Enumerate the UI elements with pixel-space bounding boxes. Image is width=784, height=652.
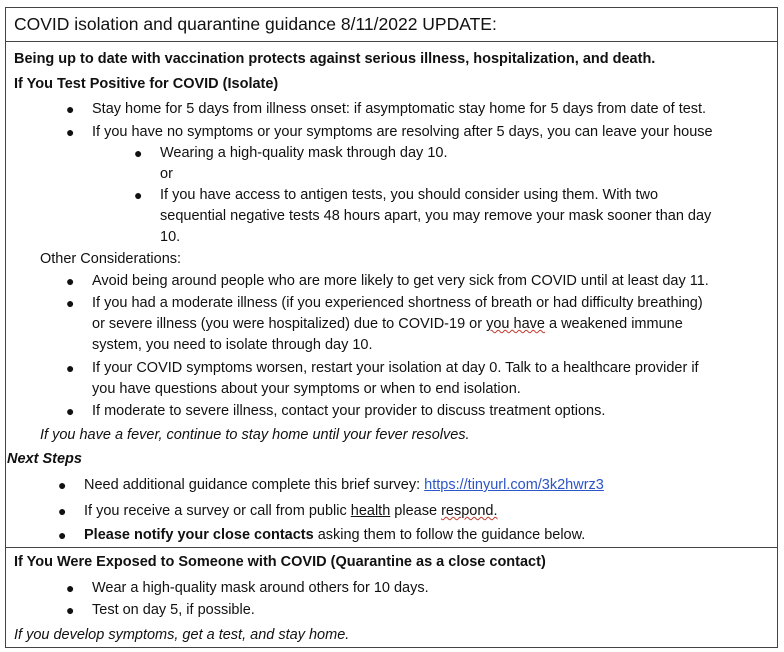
page-title: COVID isolation and quarantine guidance 8/11/2022 UPDATE: (6, 8, 777, 42)
bullet-icon: ● (58, 527, 67, 543)
text-segment: you have (486, 316, 545, 332)
bullet-icon: ● (66, 602, 75, 618)
text-segment: asking them to follow the guidance below. (313, 527, 586, 543)
exposed-heading: If You Were Exposed to Someone with COVID (Quarantine as a close contact) (14, 554, 546, 570)
list-item (84, 475, 604, 495)
list-item: If moderate to severe illness, contact your provider to discuss treatment options. (92, 403, 606, 419)
bullet-icon: ● (66, 360, 75, 376)
text-segment: a weakened immune (544, 316, 683, 332)
quarantine-section (6, 548, 777, 647)
list-item: If you had a moderate illness (if you experienced shortness of breath or had difficulty breathing) (92, 295, 703, 311)
bullet-icon: ● (66, 101, 75, 117)
survey-link[interactable]: https://tinyurl.com/3k2hwrz3 (424, 477, 604, 493)
symptoms-note: If you develop symptoms, get a test, and stay home. (14, 627, 350, 643)
text-segment: health (350, 503, 391, 519)
sub-list-item-line: 10. (160, 229, 181, 245)
list-item-line: you have questions about your symptoms or when to end isolation. (92, 381, 521, 397)
text-segment: Please notify your close contacts (84, 527, 314, 543)
bullet-icon: ● (66, 403, 75, 419)
fever-note: If you have a fever, continue to stay home until your fever resolves. (40, 427, 470, 443)
or-text: or (160, 166, 173, 182)
list-item: Stay home for 5 days from illness onset: if asymptomatic stay home for 5 days from date of test. (92, 101, 707, 117)
list-item: If your COVID symptoms worsen, restart your isolation at day 0. Talk to a healthcare provider if (92, 360, 699, 376)
other-considerations-heading: Other Considerations: (40, 251, 182, 267)
positive-heading: If You Test Positive for COVID (Isolate) (14, 76, 279, 92)
list-item: Test on day 5, if possible. (92, 602, 255, 618)
bullet-icon: ● (66, 124, 75, 140)
list-item (84, 525, 585, 545)
bullet-icon: ● (66, 295, 75, 311)
list-item (84, 501, 498, 521)
sub-list-item-line: sequential negative tests 48 hours apart, you may remove your mask sooner than day (160, 208, 712, 224)
next-steps-heading: Next Steps (7, 451, 82, 467)
list-item-line (92, 314, 683, 334)
text-segment: or severe illness (you were hospitalized) due to COVID-19 or (92, 316, 487, 332)
bullet-icon: ● (134, 145, 143, 161)
text-segment: please (390, 503, 442, 519)
guidance-document (5, 7, 778, 648)
isolation-section (6, 42, 777, 548)
text-segment: If you receive a survey or call from public (84, 503, 351, 519)
list-item: If you have no symptoms or your symptoms are resolving after 5 days, you can leave your house (92, 124, 713, 140)
list-item: Avoid being around people who are more likely to get very sick from COVID until at least day 11. (92, 273, 709, 289)
list-item-line: system, you need to isolate through day 10. (92, 337, 373, 353)
bullet-icon: ● (66, 580, 75, 596)
text-segment: respond. (441, 503, 498, 519)
sub-list-item: Wearing a high-quality mask through day 10. (160, 145, 448, 161)
bullet-icon: ● (58, 477, 67, 493)
sub-list-item: If you have access to antigen tests, you should consider using them. With two (160, 187, 659, 203)
text-segment: Need additional guidance complete this brief survey: (84, 477, 425, 493)
bullet-icon: ● (66, 273, 75, 289)
vaccination-lead: Being up to date with vaccination protects against serious illness, hospitalization, and death. (14, 51, 656, 67)
list-item: Wear a high-quality mask around others for 10 days. (92, 580, 429, 596)
bullet-icon: ● (134, 187, 143, 203)
bullet-icon: ● (58, 503, 67, 519)
